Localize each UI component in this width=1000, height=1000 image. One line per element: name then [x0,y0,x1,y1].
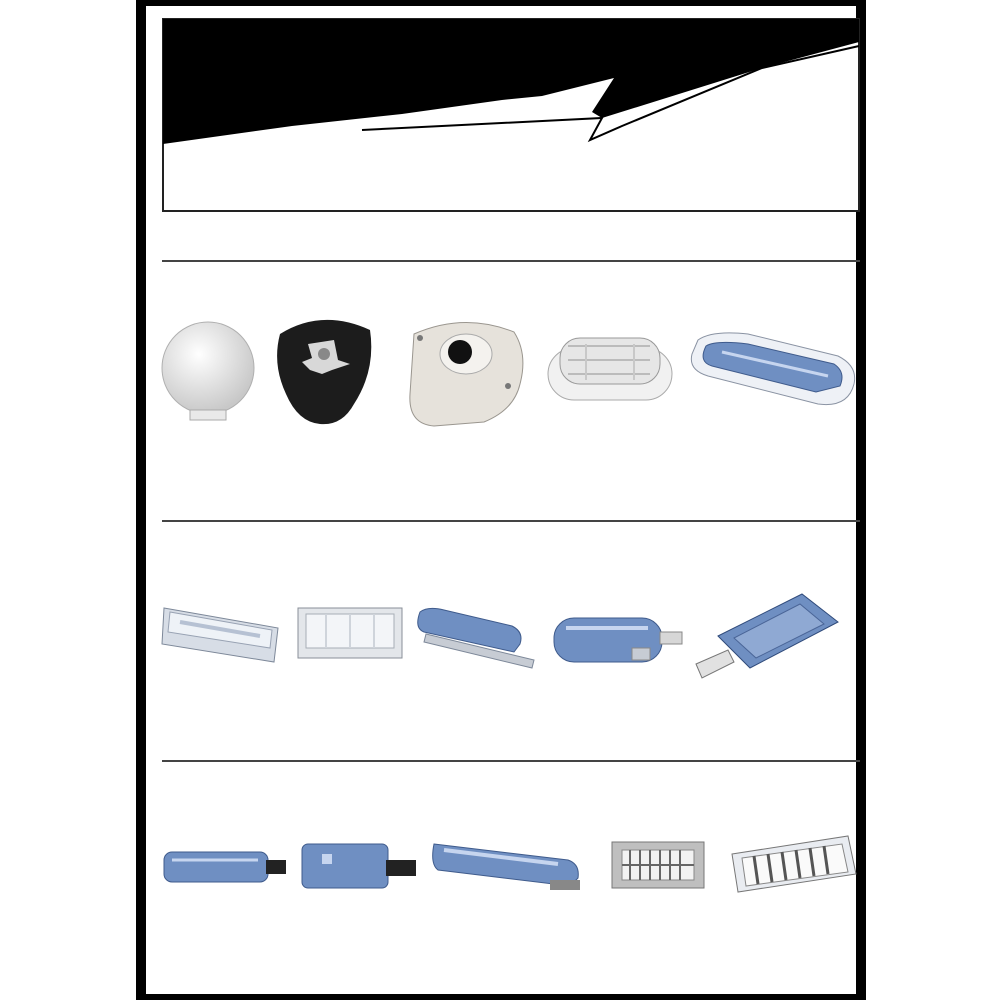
section-divider [162,760,860,762]
catalog-page-frame [136,0,866,1000]
long-strip-fixture-icon [430,834,586,894]
product-item [266,274,380,514]
box-fixture-icon [300,840,420,892]
product-item [542,274,682,514]
product-item [726,774,862,1000]
product-item [158,274,262,514]
oval-bulkhead-fixture-icon [546,334,676,406]
product-item [158,534,284,764]
product-row-3 [158,774,864,1000]
section-divider [162,520,860,522]
product-item [598,774,718,1000]
product-item [426,774,592,1000]
product-item [682,274,862,514]
product-item [158,774,288,1000]
cone-fixture-icon [404,314,530,430]
product-item [410,534,540,764]
banner-graphic [162,18,862,214]
product-item [396,274,532,514]
product-item [292,534,404,764]
street-light-fixture-icon [414,604,540,674]
dark-cap-fixture-icon [272,314,376,430]
square-wall-fixture-icon [296,604,404,662]
globe-fixture-icon [160,318,260,428]
flood-light-fixture-icon [694,588,844,684]
strip-fixture-icon [162,844,290,890]
header-banner [162,18,862,214]
product-item [550,534,686,764]
product-item [690,534,862,764]
product-item [294,774,418,1000]
wall-pack-fixture-icon [160,600,284,666]
product-row-2 [158,534,864,764]
wide-louver-panel-icon [730,834,858,894]
long-oval-fixture-icon [688,326,860,412]
section-divider [162,260,860,262]
cobra-head-fixture-icon [552,612,686,668]
louver-panel-icon [610,840,706,890]
product-row-1 [158,274,864,514]
